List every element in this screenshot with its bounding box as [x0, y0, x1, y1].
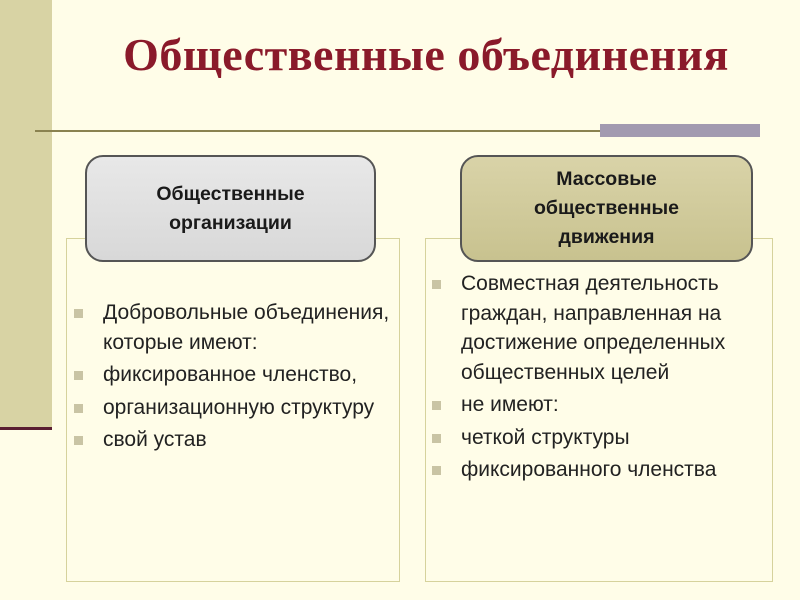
list-item-text: Добровольные объединения, которые имеют:: [103, 301, 390, 354]
list-item: [70, 360, 395, 390]
title-divider: [35, 130, 600, 132]
square-bullet-icon: [432, 434, 441, 443]
list-item-text: фиксированное членство,: [103, 363, 358, 386]
square-bullet-icon: [74, 371, 83, 380]
square-bullet-icon: [74, 436, 83, 445]
list-item: [70, 425, 395, 455]
list-item: [428, 423, 768, 453]
square-bullet-icon: [432, 466, 441, 475]
list-item-text: не имеют:: [461, 393, 559, 416]
list-item-text: организационную структуру: [103, 395, 375, 419]
list-item: [428, 390, 768, 420]
square-bullet-icon: [74, 404, 83, 413]
list-item-text: фиксированного членства: [461, 458, 717, 481]
list-item-text: Совместная деятельность граждан, направленная на достижение определенных общественных целей: [461, 272, 726, 384]
square-bullet-icon: [74, 309, 83, 318]
title-divider-accent: [600, 124, 760, 137]
left-decor-line: [0, 427, 52, 430]
list-item-text: четкой структуры: [461, 425, 630, 449]
left-header-box: Общественные организации: [85, 155, 376, 262]
square-bullet-icon: [432, 280, 441, 289]
list-item: [428, 269, 768, 387]
left-decor-strip: [0, 0, 52, 428]
slide-title: Общественные объединения: [123, 29, 729, 80]
list-item: [70, 393, 395, 423]
list-item: [70, 298, 395, 357]
list-item: [428, 455, 768, 485]
right-bullet-list: [428, 269, 768, 488]
list-item-text: свой устав: [103, 428, 207, 451]
right-header-box: Массовые общественные движения: [460, 155, 753, 262]
left-bullet-list: [70, 298, 395, 458]
square-bullet-icon: [432, 401, 441, 410]
